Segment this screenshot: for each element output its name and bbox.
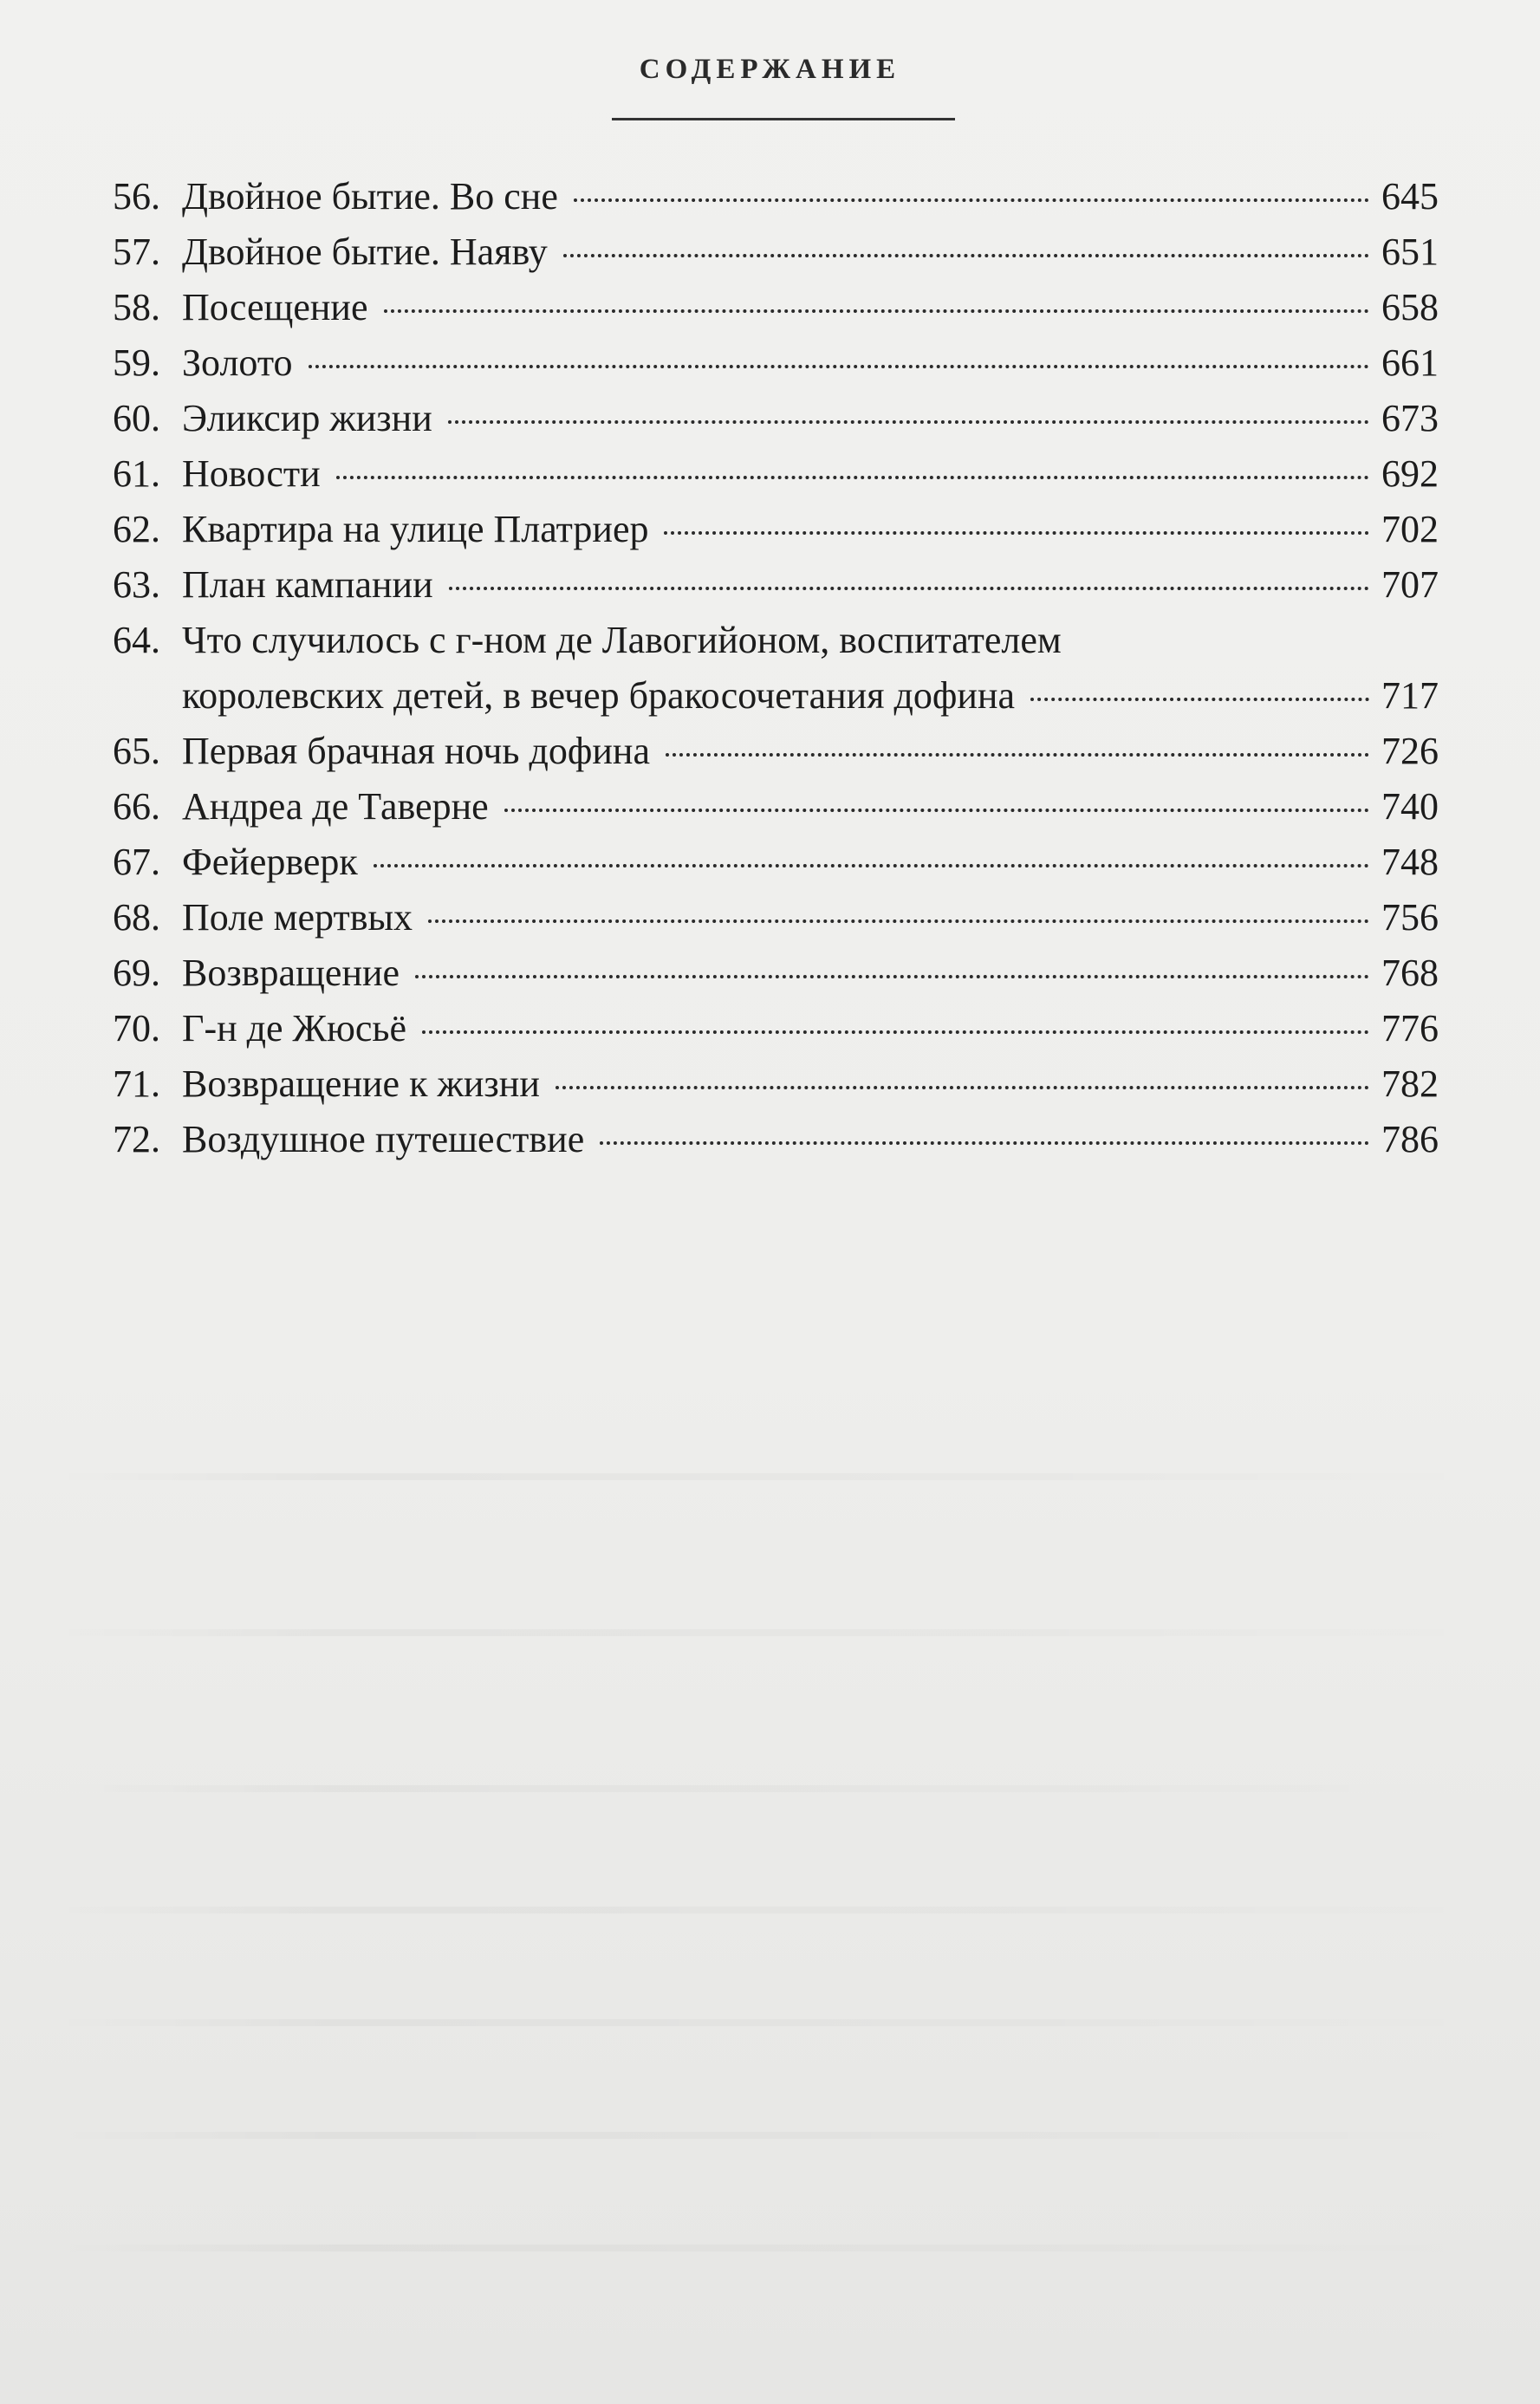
dot-leader bbox=[422, 1030, 1369, 1034]
toc-entry bbox=[113, 224, 1439, 280]
toc-entry bbox=[113, 169, 1439, 224]
show-through-line bbox=[52, 1785, 1491, 1792]
chapter-number: 67. bbox=[113, 841, 160, 883]
chapter-title: Первая брачная ночь дофина bbox=[182, 730, 650, 772]
chapter-number: 71. bbox=[113, 1062, 160, 1105]
toc-entry bbox=[113, 1056, 1439, 1112]
toc-entry bbox=[113, 890, 1439, 945]
show-through-line bbox=[52, 2132, 1491, 2139]
chapter-title: Г-н де Жюсьё bbox=[182, 1007, 406, 1049]
chapter-number: 61. bbox=[113, 452, 160, 495]
chapter-number: 64. bbox=[113, 619, 160, 661]
page-number: 717 bbox=[1381, 674, 1439, 717]
dot-leader bbox=[449, 587, 1369, 590]
page-number: 702 bbox=[1381, 508, 1439, 550]
show-through-line bbox=[52, 1629, 1491, 1636]
running-head: СОДЕРЖАНИЕ bbox=[639, 54, 901, 85]
chapter-title: План кампании bbox=[182, 563, 433, 606]
show-through-line bbox=[52, 1473, 1491, 1480]
dot-leader bbox=[336, 476, 1369, 479]
dot-leader bbox=[448, 420, 1369, 424]
toc-entry bbox=[113, 557, 1439, 613]
page-number: 740 bbox=[1381, 785, 1439, 828]
chapter-number: 62. bbox=[113, 508, 160, 550]
dot-leader bbox=[666, 753, 1369, 757]
show-through-line bbox=[52, 1907, 1491, 1913]
toc-entry bbox=[113, 613, 1439, 724]
dot-leader bbox=[384, 309, 1370, 313]
chapter-number: 56. bbox=[113, 175, 160, 218]
show-through-line bbox=[52, 2019, 1491, 2026]
chapter-title: Эликсир жизни bbox=[182, 397, 432, 439]
chapter-title: Золото bbox=[182, 341, 293, 384]
page-number: 726 bbox=[1381, 730, 1439, 772]
page-number: 645 bbox=[1381, 175, 1439, 218]
chapter-number: 72. bbox=[113, 1118, 160, 1160]
page-number: 658 bbox=[1381, 286, 1439, 328]
chapter-title: Поле мертвых bbox=[182, 896, 413, 939]
toc-entry bbox=[113, 1001, 1439, 1056]
chapter-title: Двойное бытие. Во сне bbox=[182, 175, 558, 218]
chapter-title-line2: королевских детей, в вечер бракосочетания дофина bbox=[182, 674, 1015, 717]
chapter-title: Квартира на улице Платриер bbox=[182, 508, 649, 550]
toc-entry bbox=[113, 391, 1439, 446]
toc-entry bbox=[113, 446, 1439, 502]
dot-leader bbox=[504, 809, 1369, 812]
chapter-title: Новости bbox=[182, 452, 321, 495]
dot-leader bbox=[374, 864, 1369, 867]
page-number: 692 bbox=[1381, 452, 1439, 495]
toc-entry bbox=[113, 724, 1439, 779]
page-number: 786 bbox=[1381, 1118, 1439, 1160]
dot-leader bbox=[664, 531, 1369, 535]
toc-entry bbox=[113, 945, 1439, 1001]
page-number: 756 bbox=[1381, 896, 1439, 939]
page-number: 661 bbox=[1381, 341, 1439, 384]
toc-entry bbox=[113, 335, 1439, 391]
chapter-number: 63. bbox=[113, 563, 160, 606]
chapter-title: Андреа де Таверне bbox=[182, 785, 489, 828]
chapter-number: 68. bbox=[113, 896, 160, 939]
page-number: 748 bbox=[1381, 841, 1439, 883]
dot-leader bbox=[563, 254, 1369, 257]
toc-entry bbox=[113, 779, 1439, 835]
show-through-line bbox=[52, 2245, 1491, 2251]
chapter-title-line1: Что случилось с г-ном де Лавогийоном, воспитателем bbox=[182, 619, 1062, 661]
chapter-number: 59. bbox=[113, 341, 160, 384]
chapter-number: 70. bbox=[113, 1007, 160, 1049]
chapter-number: 69. bbox=[113, 952, 160, 994]
chapter-title: Фейерверк bbox=[182, 841, 358, 883]
chapter-number: 65. bbox=[113, 730, 160, 772]
toc-entry bbox=[113, 835, 1439, 890]
toc-entry bbox=[113, 502, 1439, 557]
chapter-title: Двойное бытие. Наяву bbox=[182, 231, 548, 273]
chapter-title: Посещение bbox=[182, 286, 368, 328]
chapter-number: 60. bbox=[113, 397, 160, 439]
dot-leader bbox=[309, 365, 1370, 368]
dot-leader bbox=[600, 1141, 1369, 1145]
dot-leader bbox=[428, 919, 1369, 923]
chapter-number: 66. bbox=[113, 785, 160, 828]
page-number: 768 bbox=[1381, 952, 1439, 994]
page-number: 707 bbox=[1381, 563, 1439, 606]
page-number: 782 bbox=[1381, 1062, 1439, 1105]
page-number: 673 bbox=[1381, 397, 1439, 439]
chapter-title: Возвращение к жизни bbox=[182, 1062, 540, 1105]
dot-leader bbox=[415, 975, 1369, 978]
toc-entry bbox=[113, 1112, 1439, 1167]
dot-leader bbox=[574, 198, 1369, 202]
table-of-contents bbox=[113, 169, 1439, 1167]
head-rule bbox=[612, 118, 955, 120]
page-number: 651 bbox=[1381, 231, 1439, 273]
chapter-title: Воздушное путешествие bbox=[182, 1118, 585, 1160]
dot-leader bbox=[1030, 698, 1369, 701]
toc-entry bbox=[113, 280, 1439, 335]
dot-leader bbox=[556, 1086, 1369, 1089]
chapter-number: 58. bbox=[113, 286, 160, 328]
chapter-number: 57. bbox=[113, 231, 160, 273]
chapter-title: Возвращение bbox=[182, 952, 400, 994]
page-number: 776 bbox=[1381, 1007, 1439, 1049]
